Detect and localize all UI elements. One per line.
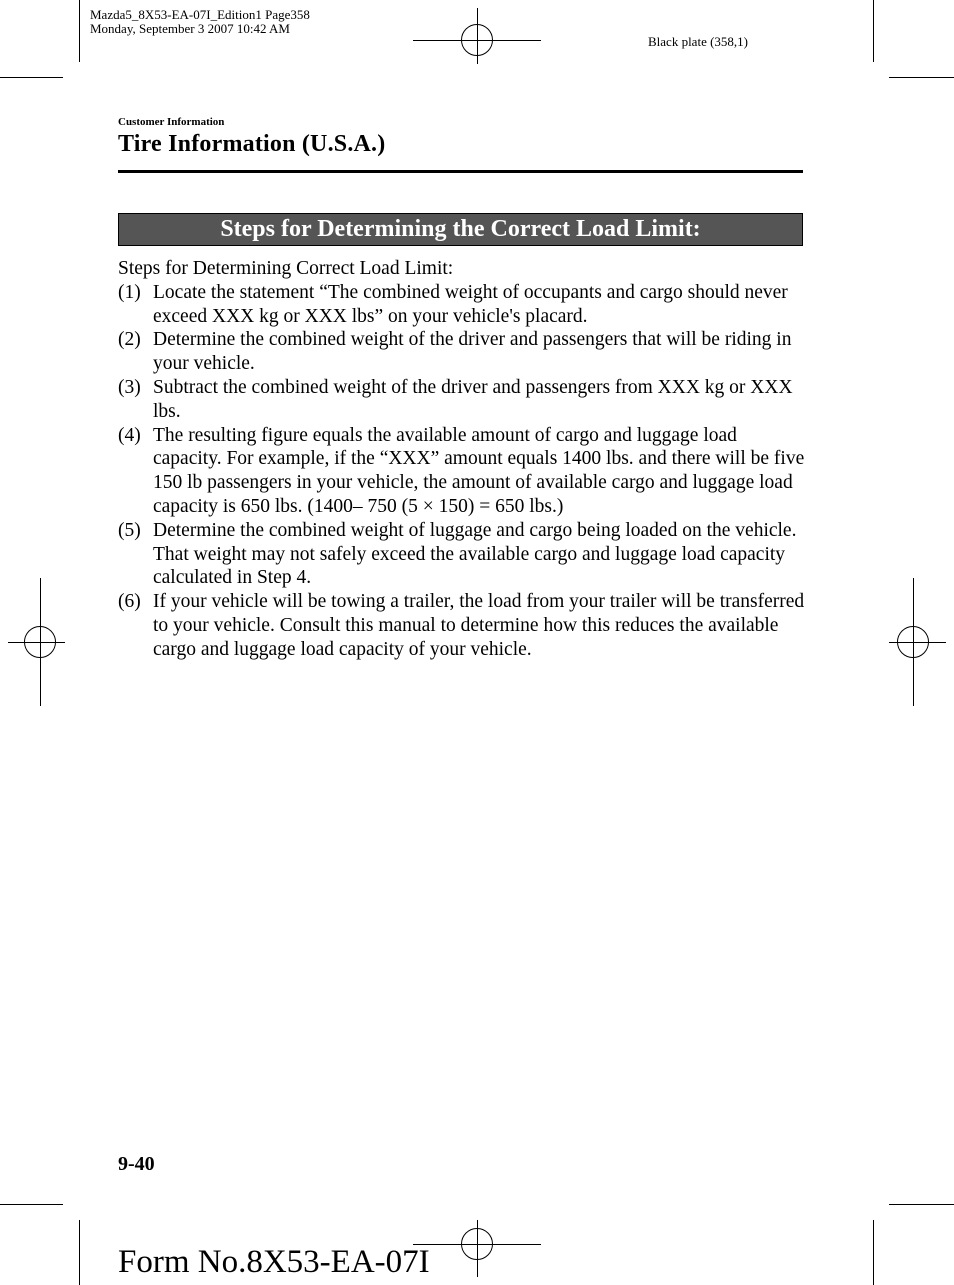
section-label: Customer Information xyxy=(118,116,225,128)
list-item xyxy=(118,519,808,590)
print-info xyxy=(90,8,310,36)
page-number: 9-40 xyxy=(118,1153,155,1175)
crop-mark-top-right-h xyxy=(889,77,954,78)
body-content xyxy=(118,257,808,662)
page-title: Tire Information (U.S.A.) xyxy=(118,131,386,157)
crop-mark-top-right-v xyxy=(873,0,874,62)
crop-mark-bottom-left-h xyxy=(0,1204,63,1205)
list-item xyxy=(118,328,808,376)
step-text: The resulting figure equals the available amount of cargo and luggage load capacity. For example, if the “XXX” amount equals 1400 lbs. and there will be five 150 lb passengers in your vehicle, the amount of available cargo and luggage load capacity is 650 lbs. (1400– 750 (5 × 150) = 650 lbs.) xyxy=(153,424,805,517)
registration-top-circle xyxy=(461,24,493,56)
crop-mark-top-left-v xyxy=(79,0,80,62)
crop-mark-bottom-left-v xyxy=(79,1220,80,1285)
registration-left-circle xyxy=(24,626,56,658)
step-number: (3) xyxy=(118,376,141,398)
registration-right-circle xyxy=(897,626,929,658)
list-item xyxy=(118,376,808,424)
crop-mark-bottom-right-h xyxy=(889,1204,954,1205)
step-number: (2) xyxy=(118,329,141,351)
crop-mark-top-left-h xyxy=(0,77,63,78)
step-text: Determine the combined weight of luggage and cargo being loaded on the vehicle. That weight may not safely exceed the available cargo and luggage load capacity calculated in Step 4. xyxy=(153,519,797,589)
list-item xyxy=(118,590,808,661)
registration-bottom-circle xyxy=(461,1228,493,1260)
print-file-line: Mazda5_8X53-EA-07I_Edition1 Page358 xyxy=(90,7,310,22)
step-text: Subtract the combined weight of the driver and passengers from XXX kg or XXX lbs. xyxy=(153,376,793,422)
step-number: (4) xyxy=(118,424,141,446)
list-item xyxy=(118,281,808,329)
step-number: (5) xyxy=(118,519,141,541)
intro-text: Steps for Determining Correct Load Limit: xyxy=(118,258,454,279)
list-item xyxy=(118,424,808,519)
crop-mark-bottom-right-v xyxy=(873,1220,874,1285)
step-text: If your vehicle will be towing a trailer, the load from your trailer will be transferred to your vehicle. Consult this manual to determine how this reduces the available cargo and luggage load capacity of your vehicle. xyxy=(153,591,805,660)
step-number: (1) xyxy=(118,281,141,303)
step-number: (6) xyxy=(118,591,141,613)
subheading-bar: Steps for Determining the Correct Load Limit: xyxy=(118,213,803,246)
step-text: Locate the statement “The combined weight of occupants and cargo should never exceed XXX kg or XXX lbs” on your vehicle's placard. xyxy=(153,281,788,327)
step-text: Determine the combined weight of the driver and passengers that will be riding in your vehicle. xyxy=(153,329,792,375)
title-rule xyxy=(118,170,803,173)
print-date-line: Monday, September 3 2007 10:42 AM xyxy=(90,21,290,36)
plate-label: Black plate (358,1) xyxy=(648,34,748,49)
form-number: Form No.8X53-EA-07I xyxy=(118,1244,430,1280)
